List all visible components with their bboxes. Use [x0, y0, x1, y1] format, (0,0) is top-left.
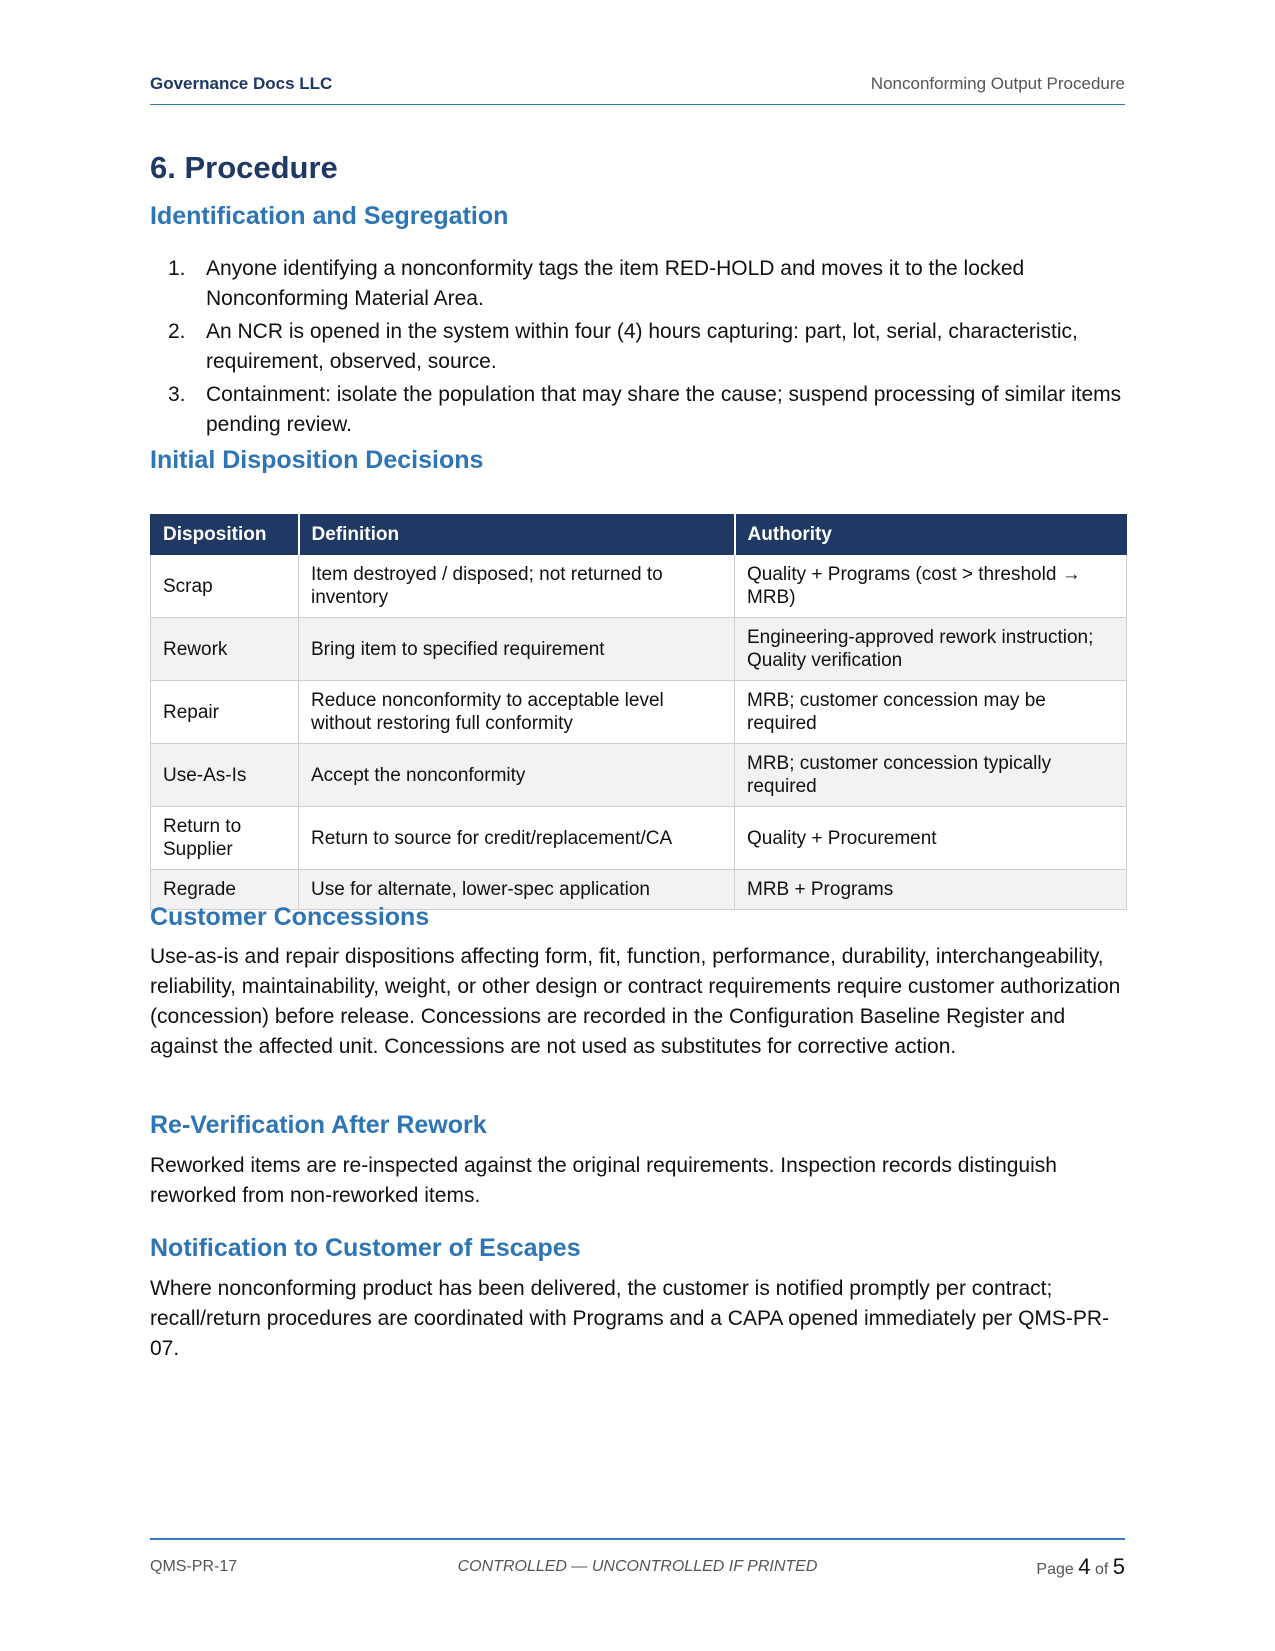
table-cell: Bring item to specified requirement [299, 618, 735, 681]
column-header-definition: Definition [299, 515, 735, 555]
list-item-number: 1. [168, 257, 186, 280]
notification-paragraph: Where nonconforming product has been delivered, the customer is notified promptly per contract; recall/return procedures are coordinated with Programs and a CAPA opened immediately per QMS-PR-07. [150, 1277, 1110, 1360]
table-cell: Accept the nonconformity [299, 744, 735, 807]
table-cell: Use for alternate, lower-spec application [299, 870, 735, 910]
reverification-paragraph: Reworked items are re-inspected against the original requirements. Inspection records distinguish reworked from non-reworked items. [150, 1154, 1057, 1207]
table-cell: Scrap [151, 555, 299, 618]
table-row [151, 618, 1127, 681]
concessions-paragraph: Use-as-is and repair dispositions affecting form, fit, function, performance, durability, interchangeability, reliability, maintainability, weight, or other design or contract requirements require customer authorization (concession) before release. Concessions are recorded in the Configuration Baseline Register and against the affected unit. Concessions are not used as substitutes for corrective action. [150, 945, 1121, 1058]
list-item [150, 254, 1125, 314]
table-header-row [151, 515, 1127, 555]
list-item [150, 380, 1125, 440]
column-header-disposition: Disposition [151, 515, 299, 555]
document-id: QMS-PR-17 [150, 1558, 238, 1575]
concessions-heading: Customer Concessions [150, 903, 430, 931]
list-item [150, 317, 1125, 377]
table-row [151, 555, 1127, 618]
disposition-table [150, 514, 1127, 910]
table-cell: MRB + Programs [735, 870, 1127, 910]
table-cell: Regrade [151, 870, 299, 910]
document-page [150, 0, 1125, 1651]
list-item-text: Anyone identifying a nonconformity tags the item RED-HOLD and moves it to the locked Nonconforming Material Area. [206, 257, 1025, 310]
list-item-text: Containment: isolate the population that may share the cause; suspend processing of similar items pending review. [206, 383, 1122, 436]
page-footer [150, 1538, 1125, 1579]
table-cell: Rework [151, 618, 299, 681]
page-total: 5 [1112, 1554, 1125, 1579]
table-cell: MRB; customer concession typically required [735, 744, 1127, 807]
table-row [151, 744, 1127, 807]
table-cell: Reduce nonconformity to acceptable level without restoring full conformity [299, 681, 735, 744]
table-cell: Engineering-approved rework instruction; Quality verification [735, 618, 1127, 681]
identification-list [150, 254, 1125, 443]
list-item-text: An NCR is opened in the system within four (4) hours capturing: part, lot, serial, characteristic, requirement, observed, source. [206, 320, 1078, 373]
table-cell: Return to Supplier [151, 807, 299, 870]
table-cell: Return to source for credit/replacement/CA [299, 807, 735, 870]
list-item-number: 3. [168, 383, 186, 406]
table-row [151, 681, 1127, 744]
table-cell: Repair [151, 681, 299, 744]
list-item-number: 2. [168, 320, 186, 343]
table-cell: MRB; customer concession may be required [735, 681, 1127, 744]
column-header-authority: Authority [735, 515, 1127, 555]
page-label: Page [1036, 1561, 1074, 1578]
table-row [151, 807, 1127, 870]
control-notice: CONTROLLED — UNCONTROLLED IF PRINTED [457, 1558, 818, 1575]
disposition-heading: Initial Disposition Decisions [150, 446, 484, 474]
page-header [150, 72, 1125, 105]
page-of: of [1094, 1561, 1109, 1578]
document-title: Nonconforming Output Procedure [870, 74, 1125, 93]
section-title: 6. Procedure [150, 150, 338, 185]
table-cell: Item destroyed / disposed; not returned to inventory [299, 555, 735, 618]
table-cell: Quality + Programs (cost > threshold → MRB) [735, 555, 1127, 618]
table-cell: Quality + Procurement [735, 807, 1127, 870]
identification-heading: Identification and Segregation [150, 202, 509, 230]
company-name: Governance Docs LLC [150, 74, 333, 93]
table-cell: Use-As-Is [151, 744, 299, 807]
page-current: 4 [1078, 1554, 1091, 1579]
reverification-heading: Re-Verification After Rework [150, 1111, 487, 1139]
notification-heading: Notification to Customer of Escapes [150, 1234, 581, 1262]
page-number [1036, 1554, 1125, 1580]
